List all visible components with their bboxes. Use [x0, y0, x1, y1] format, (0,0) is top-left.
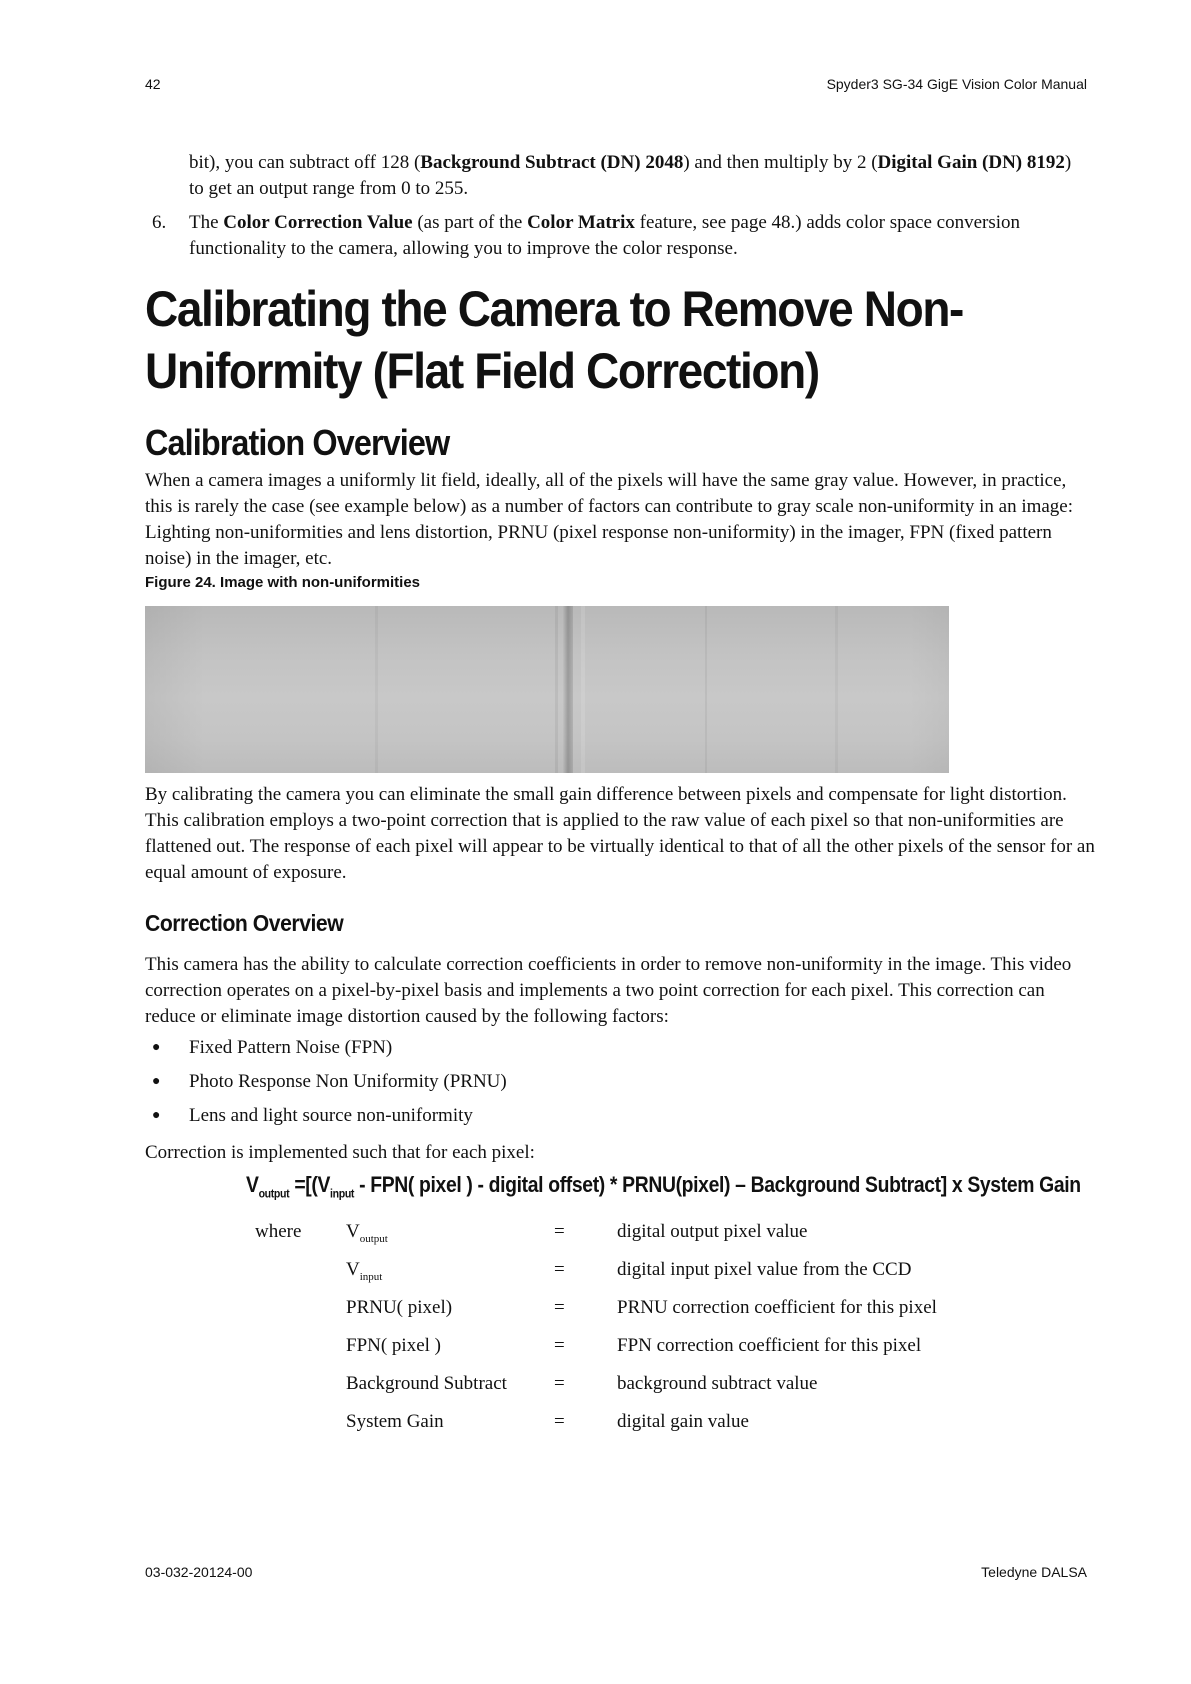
bullet-icon: ●: [152, 1074, 161, 1089]
factor-list: [152, 1035, 1052, 1137]
list-item-6: [152, 210, 1092, 262]
page-number: 42: [145, 76, 161, 92]
figure-caption: Figure 24. Image with non-uniformities: [145, 574, 421, 591]
where-label: where: [255, 1221, 302, 1242]
list-item: ● Fixed Pattern Noise (FPN): [152, 1035, 1052, 1069]
manual-title: Spyder3 SG-34 GigE Vision Color Manual: [826, 76, 1087, 92]
manual-page: 42 Spyder3 SG-34 GigE Vision Color Manual bit), you can subtract off 128 (Background Subtract (DN) 2048) and then multiply by 2 (Digital Gain (DN) 8192) to get an output range from 0 to 255. 6. The Color Correction Value (as part of the Color Matrix feature, see page 48.) adds color space conversion functionality to the camera, allowing you to improve the color response. Calibrating the Camera to Remove Non-Uniformity (Flat Field Correction) Calibration Overview When a camera images a uniformly lit field, ideally, all of the pixels will have the same gray value. However, in practice, this is rarely the case (see example below) as a number of factors can contribute to gray scale non-uniformity in an image: Lighting non-uniformities and lens distortion, PRNU (pixel response non-uniformity) in the imager, FPN (fixed pattern noise) in the imager, etc. Figure 24. Image with non-uniformities By calibrating the camera you can eliminate the small gain difference between pixels and compensate for light distortion. This calibration employs a two-point correction that is applied to the raw value of each pixel so that non-uniformities are flattened out. The response of each pixel will appear to be virtually identical to that of all the other pixels of the sensor for an equal amount of exposure. Correction Overview This camera has the ability to calculate correction coefficients in order to remove non-uniformity in the image. This video correction operates on a pixel-by-pixel basis and implements a two point correction for each pixel. This correction can reduce or eliminate image distortion caused by the following factors: ● Fixed Pattern Noise (FPN) ● Photo Response Non Uniformity (PRNU) ● Lens and light source non-uniformity Correction is implemented such that for each pixel: $V_{output} =[(V_{input} - FPN$( pixel ) - digital offset) * PRNU(pixel) – Background Subtract] x System Gain where $V_{output}$ = digital output pixel value $V_{input}$ = digital input pixel value from the CCD PRNU( pixel) = PRNU correction coefficient for this pixel FPN( pixel ) = FPN correction coefficient for this pixel Background Subtract = background subtract value System Gain = digital gain value 03-032-20124-00 Teledyne DALSA: [145, 76, 1095, 1580]
list-item-text: The Color Correction Value (as part of the Color Matrix feature, see page 48.) adds color space conversion functionality to the camera, allowing you to improve the color response.: [189, 212, 1021, 259]
formula-intro: Correction is implemented such that for each pixel:: [145, 1142, 535, 1163]
calibration-paragraph: When a camera images a uniformly lit field, ideally, all of the pixels will have the same gray value. However, in practice, this is rarely the case (see example below) as a number of factors can contribute to gray scale non-uniformity in an image: Lighting non-uniformities and lens distortion, PRNU (pixel response non-uniformity) in the imager, FPN (fixed pattern noise) in the imager, etc.: [145, 470, 1074, 569]
list-item: ● Photo Response Non Uniformity (PRNU): [152, 1069, 1052, 1103]
correction-paragraph: This camera has the ability to calculate correction coefficients in order to remove non-uniformity in the image. This video correction operates on a pixel-by-pixel basis and implements a two point correction for each pixel. This correction can reduce or eliminate image distortion caused by the following factors:: [145, 954, 1072, 1027]
correction-formula: $V_{output} =[(V_{input} - FPN$( pixel ) - digital offset) * PRNU(pixel) – Background Subtract] x System Gain: [246, 1172, 1081, 1201]
non-uniformity-image: [145, 606, 949, 773]
list-number: 6.: [152, 212, 167, 233]
subsection-heading-calibration: Calibration Overview: [145, 422, 450, 463]
company-name: Teledyne DALSA: [981, 1564, 1087, 1580]
section-heading: Calibrating the Camera to Remove Non-Uniformity (Flat Field Correction): [145, 281, 963, 399]
list-item: ● Lens and light source non-uniformity: [152, 1103, 1052, 1137]
document-number: 03-032-20124-00: [145, 1564, 253, 1580]
continued-paragraph: bit), you can subtract off 128 (Background Subtract (DN) 2048) and then multiply by 2 (Digital Gain (DN) 8192) to get an output range from 0 to 255.: [189, 152, 1072, 199]
calibration-benefit-paragraph: By calibrating the camera you can eliminate the small gain difference between pixels and compensate for light distortion. This calibration employs a two-point correction that is applied to the raw value of each pixel so that non-uniformities are flattened out. The response of each pixel will appear to be virtually identical to that of all the other pixels of the sensor for an equal amount of exposure.: [145, 784, 1095, 883]
bullet-icon: ●: [152, 1040, 161, 1055]
bullet-icon: ●: [152, 1108, 161, 1123]
subsection-heading-correction: Correction Overview: [145, 910, 344, 936]
